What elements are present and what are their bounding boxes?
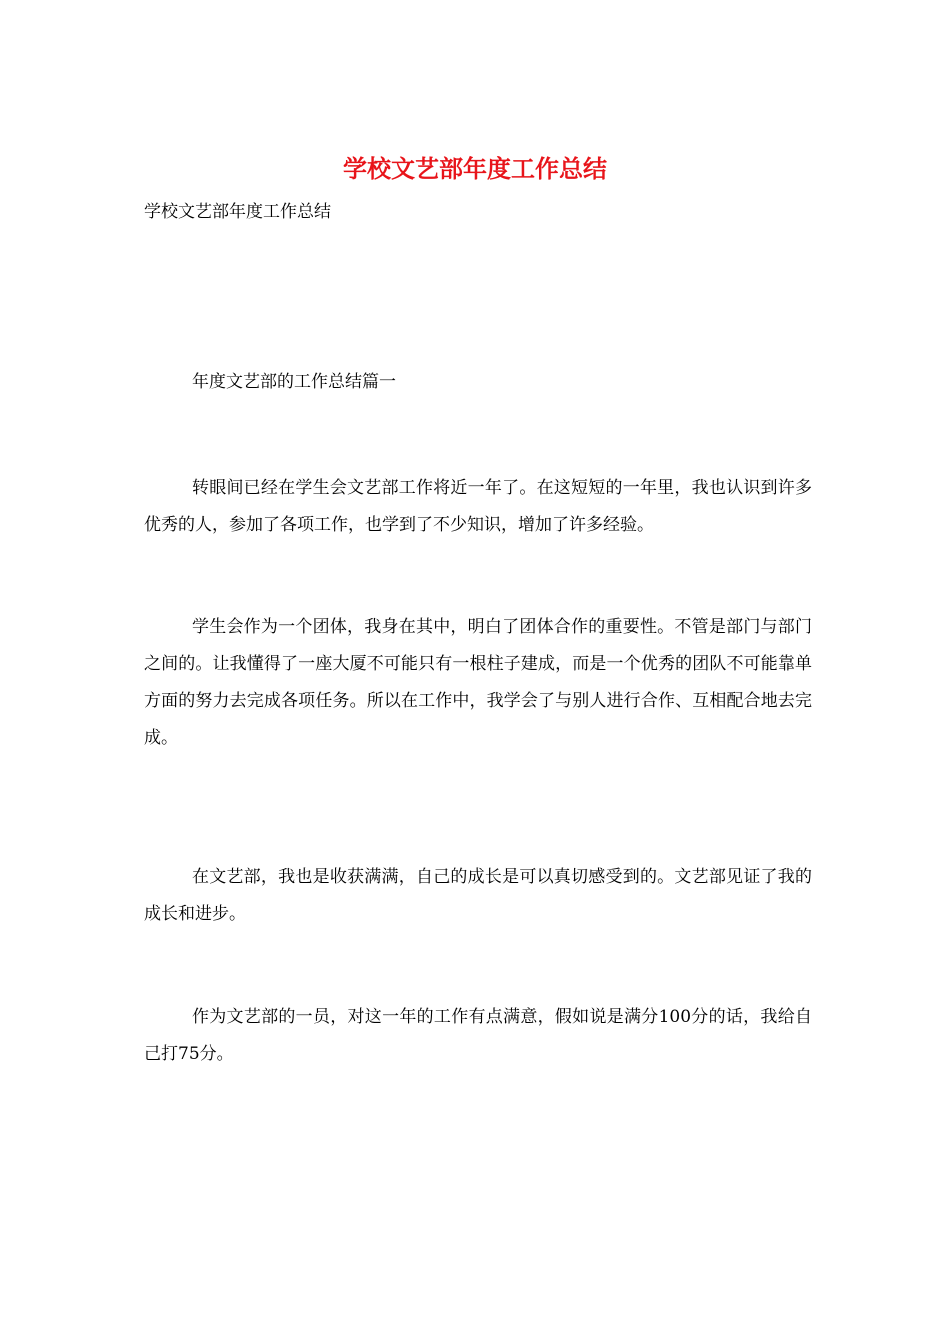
- document-subtitle: 学校文艺部年度工作总结: [144, 202, 331, 222]
- paragraph-3: 在文艺部，我也是收获满满，自己的成长是可以真切感受到的。文艺部见证了我的成长和进步。: [144, 867, 812, 924]
- paragraph-1: 转眼间已经在学生会文艺部工作将近一年了。在这短短的一年里，我也认识到许多优秀的人，参加了各项工作，也学到了不少知识，增加了许多经验。: [144, 478, 812, 535]
- section-heading: 年度文艺部的工作总结篇一: [192, 372, 396, 392]
- paragraph-4: 作为文艺部的一员，对这一年的工作有点满意，假如说是满分100分的话，我给自己打75分。: [144, 1007, 812, 1064]
- paragraph-2: 学生会作为一个团体，我身在其中，明白了团体合作的重要性。不管是部门与部门之间的。让我懂得了一座大厦不可能只有一根柱子建成，而是一个优秀的团队不可能靠单方面的努力去完成各项任务。所以在工作中，我学会了与别人进行合作、互相配合地去完成。: [144, 617, 812, 748]
- document-title: 学校文艺部年度工作总结: [343, 154, 607, 183]
